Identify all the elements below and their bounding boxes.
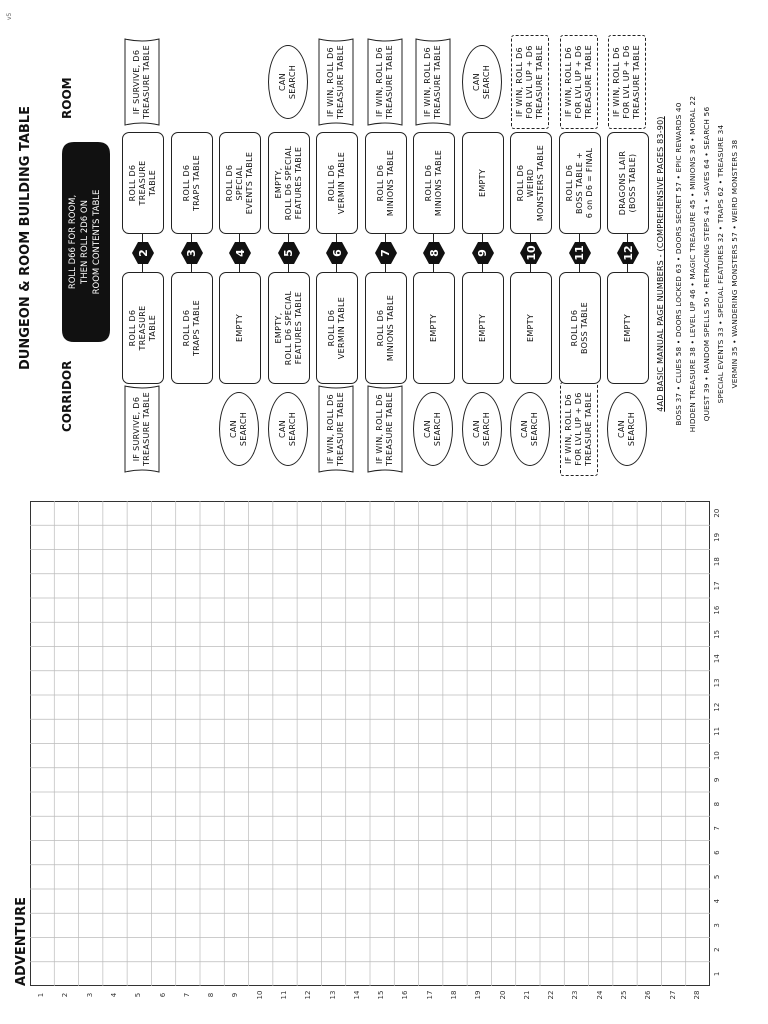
roll-number-badge bbox=[423, 242, 445, 264]
room-cell: ROLL D6 MINIONS TABLE bbox=[365, 132, 407, 234]
grid-col-number: 11 bbox=[713, 726, 721, 736]
grid-col-number: 3 bbox=[713, 923, 721, 928]
legend-line-3: QUEST 39 • RANDOM SPELLS 50 • RETRACING STEPS 41 • SAVES 64 • SEARCH 56 bbox=[702, 106, 711, 422]
grid-row-number: 23 bbox=[571, 990, 580, 1000]
grid-row-number: 4 bbox=[110, 992, 118, 998]
corridor-cell: ROLL D6 VERMIN TABLE bbox=[316, 272, 358, 384]
grid-row-number: 24 bbox=[595, 990, 604, 1000]
grid-row-number: 9 bbox=[231, 992, 240, 998]
legend-heading: 4AD BASIC MANUAL PAGE NUMBERS - (COMPREHENSIVE PAGES 83-90) bbox=[656, 116, 665, 412]
version-label: v5 bbox=[6, 12, 13, 20]
grid-col-number: 20 bbox=[713, 508, 721, 518]
legend-line-4: SPECIAL EVENTS 33 • SPECIAL FEATURES 32 • TRAPS 62 • TREASURE 34 bbox=[716, 124, 725, 404]
corridor-can-search: CAN SEARCH bbox=[462, 392, 502, 466]
room-levelup-note: IF WIN, ROLL D6 FOR LVL UP + D6 TREASURE TABLE bbox=[511, 35, 549, 129]
bow-text: IF SURVIVE, D6 TREASURE TABLE bbox=[132, 392, 151, 467]
grid-col-number: 2 bbox=[713, 947, 721, 952]
room-cell: ROLL D6 BOSS TABLE + 6 on D6 = FINAL bbox=[559, 132, 601, 234]
room-levelup-note: IF WIN, ROLL D6 FOR LVL UP + D6 TREASURE TABLE bbox=[608, 35, 646, 129]
grid-col-number: 7 bbox=[713, 826, 721, 831]
corridor-can-search: CAN SEARCH bbox=[413, 392, 453, 466]
grid-col-number: 13 bbox=[713, 678, 721, 688]
badge-number: 7 bbox=[379, 249, 392, 257]
badge-number: 3 bbox=[185, 249, 198, 257]
badge-number: 11 bbox=[573, 245, 586, 261]
corridor-cell: EMPTY bbox=[607, 272, 649, 384]
roll-number-badge bbox=[181, 242, 203, 264]
grid-row-number: 10 bbox=[255, 990, 264, 1000]
corridor-cell: ROLL D6 MINIONS TABLE bbox=[365, 272, 407, 384]
legend-line-1: BOSS 37 • CLUES 58 • DOORS LOCKED 63 • DOORS SECRET 57 • EPIC REWARDS 40 bbox=[674, 102, 683, 426]
bow-text: IF WIN, ROLL D6 TREASURE TABLE bbox=[374, 392, 394, 467]
adventure-grid[interactable] bbox=[30, 501, 710, 986]
corridor-can-search: CAN SEARCH bbox=[268, 392, 308, 466]
grid-col-number: 5 bbox=[713, 874, 721, 880]
corridor-levelup-note: IF WIN, ROLL D6 FOR LVL UP + D6 TREASURE TABLE bbox=[560, 382, 598, 476]
roll-number-badge bbox=[617, 242, 639, 264]
bow-text: IF WIN, ROLL D6 TREASURE TABLE bbox=[374, 45, 394, 120]
room-can-search: CAN SEARCH bbox=[462, 45, 502, 119]
corridor-cell: ROLL D6 TRAPS TABLE bbox=[171, 272, 213, 384]
grid-row-number: 26 bbox=[644, 990, 653, 1000]
corridor-can-search: CAN SEARCH bbox=[607, 392, 647, 466]
room-cell: ROLL D6 VERMIN TABLE bbox=[316, 132, 358, 234]
room-can-search: CAN SEARCH bbox=[268, 45, 308, 119]
grid-row-number: 18 bbox=[450, 990, 458, 1000]
grid-row-number: 3 bbox=[85, 992, 94, 998]
grid-row-number: 28 bbox=[692, 990, 701, 1000]
corridor-treasure-note bbox=[318, 382, 354, 476]
roll-number-badge bbox=[472, 242, 494, 264]
badge-number: 6 bbox=[330, 249, 344, 257]
badge-number: 9 bbox=[476, 249, 489, 257]
grid-col-number: 14 bbox=[713, 654, 721, 664]
badge-number: 2 bbox=[136, 249, 150, 257]
roll-number-badge bbox=[326, 242, 348, 264]
grid-row-number: 27 bbox=[668, 990, 677, 1000]
roll-instruction-text: ROLL D66 FOR ROOM, THEN ROLL 2D6 ON ROOM CONTENTS TABLE bbox=[68, 189, 102, 295]
grid-row-number: 2 bbox=[61, 992, 70, 998]
roll-number-badge bbox=[278, 242, 300, 264]
grid-col-number: 8 bbox=[713, 801, 721, 807]
grid-row-number: 5 bbox=[134, 992, 143, 998]
adventure-title: ADVENTURE bbox=[14, 897, 29, 986]
grid-col-number: 6 bbox=[713, 850, 721, 855]
room-cell: DRAGONS LAIR (BOSS TABLE) bbox=[607, 132, 649, 234]
room-cell: ROLL D6 SPECIAL EVENTS TABLE bbox=[219, 132, 261, 234]
badge-number: 5 bbox=[282, 249, 295, 257]
room-cell: ROLL D6 WEIRD MONSTERS TABLE bbox=[510, 132, 552, 234]
grid-col-number: 9 bbox=[713, 777, 721, 783]
grid-row-number: 7 bbox=[182, 992, 191, 998]
table-title: DUNGEON & ROOM BUILDING TABLE bbox=[18, 106, 33, 370]
grid-col-number: 16 bbox=[713, 605, 721, 615]
grid-col-number: 15 bbox=[713, 629, 721, 639]
roll-instruction-banner bbox=[62, 142, 110, 342]
room-levelup-note: IF WIN, ROLL D6 FOR LVL UP + D6 TREASURE TABLE bbox=[560, 35, 598, 129]
grid-col-number: 10 bbox=[713, 751, 721, 761]
roll-number-badge bbox=[569, 242, 591, 264]
corridor-can-search: CAN SEARCH bbox=[219, 392, 259, 466]
room-cell: ROLL D6 TRAPS TABLE bbox=[171, 132, 213, 234]
grid-row-number: 19 bbox=[474, 990, 483, 1000]
grid-row-number: 14 bbox=[352, 990, 361, 1000]
corridor-heading: CORRIDOR bbox=[60, 360, 74, 432]
grid-row-number: 8 bbox=[207, 992, 216, 998]
grid-col-number: 18 bbox=[713, 557, 721, 567]
grid-row-number: 13 bbox=[328, 990, 337, 1000]
grid-row-number: 15 bbox=[377, 990, 386, 1000]
corridor-cell: EMPTY, ROLL D6 SPECIAL FEATURES TABLE bbox=[268, 272, 310, 384]
room-treasure-note bbox=[415, 35, 451, 129]
grid-row-number: 6 bbox=[158, 992, 167, 998]
grid-row-number: 12 bbox=[304, 990, 313, 1000]
room-cell: ROLL D6 MINIONS TABLE bbox=[413, 132, 455, 234]
room-cell: ROLL D6 TREASURE TABLE bbox=[122, 132, 164, 234]
corridor-can-search: CAN SEARCH bbox=[510, 392, 550, 466]
roll-number-badge bbox=[229, 242, 251, 264]
corridor-cell: ROLL D6 BOSS TABLE bbox=[559, 272, 601, 384]
bow-text: IF WIN, ROLL D6 TREASURE TABLE bbox=[423, 45, 442, 120]
corridor-cell: ROLL D6 TREASURE TABLE bbox=[122, 272, 164, 384]
badge-number: 8 bbox=[427, 249, 441, 257]
corridor-treasure-note bbox=[367, 382, 403, 476]
room-cell: EMPTY, ROLL D6 SPECIAL FEATURES TABLE bbox=[268, 132, 310, 234]
legend-line-5: VERMIN 35 • WANDERING MONSTERS 57 • WEIRD MONSTERS 38 bbox=[730, 139, 739, 389]
bow-text: IF WIN, ROLL D6 TREASURE TABLE bbox=[326, 392, 345, 467]
grid-row-number: 25 bbox=[620, 990, 628, 1000]
grid-row-number: 21 bbox=[522, 990, 531, 1000]
grid-row-number: 1 bbox=[37, 992, 46, 998]
room-treasure-note bbox=[367, 35, 403, 129]
grid-row-number: 16 bbox=[401, 990, 410, 1000]
grid-row-number: 17 bbox=[425, 990, 434, 1000]
badge-number: 4 bbox=[233, 249, 247, 257]
room-treasure-note bbox=[318, 35, 354, 129]
grid-col-number: 17 bbox=[713, 581, 721, 591]
corridor-treasure-note bbox=[124, 382, 160, 476]
grid-col-number: 12 bbox=[713, 702, 721, 712]
bow-text: IF WIN, ROLL D6 TREASURE TABLE bbox=[326, 45, 345, 120]
corridor-cell: EMPTY bbox=[510, 272, 552, 384]
grid-col-number: 4 bbox=[713, 898, 721, 904]
bow-text: IF SURVIVE, D6 TREASURE TABLE bbox=[132, 45, 151, 120]
roll-number-badge bbox=[132, 242, 154, 264]
grid-row-number: 11 bbox=[280, 990, 288, 1000]
grid-col-number: 19 bbox=[713, 532, 721, 542]
grid-row-number: 20 bbox=[498, 990, 507, 1000]
corridor-cell: EMPTY bbox=[413, 272, 455, 384]
badge-number: 10 bbox=[524, 245, 538, 261]
legend-line-2: HIDDEN TREASURE 38 • LEVEL UP 46 • MAGIC TREASURE 45 • MINIONS 36 • MORAL 22 bbox=[688, 95, 697, 433]
room-cell: EMPTY bbox=[462, 132, 504, 234]
roll-number-badge bbox=[375, 242, 397, 264]
grid-row-number: 22 bbox=[547, 990, 556, 1000]
room-heading: ROOM bbox=[60, 77, 74, 119]
corridor-cell: EMPTY bbox=[219, 272, 261, 384]
roll-number-badge bbox=[520, 242, 542, 264]
room-treasure-note bbox=[124, 35, 160, 129]
corridor-cell: EMPTY bbox=[462, 272, 504, 384]
badge-number: 12 bbox=[621, 245, 635, 261]
grid-col-number: 1 bbox=[713, 971, 721, 977]
